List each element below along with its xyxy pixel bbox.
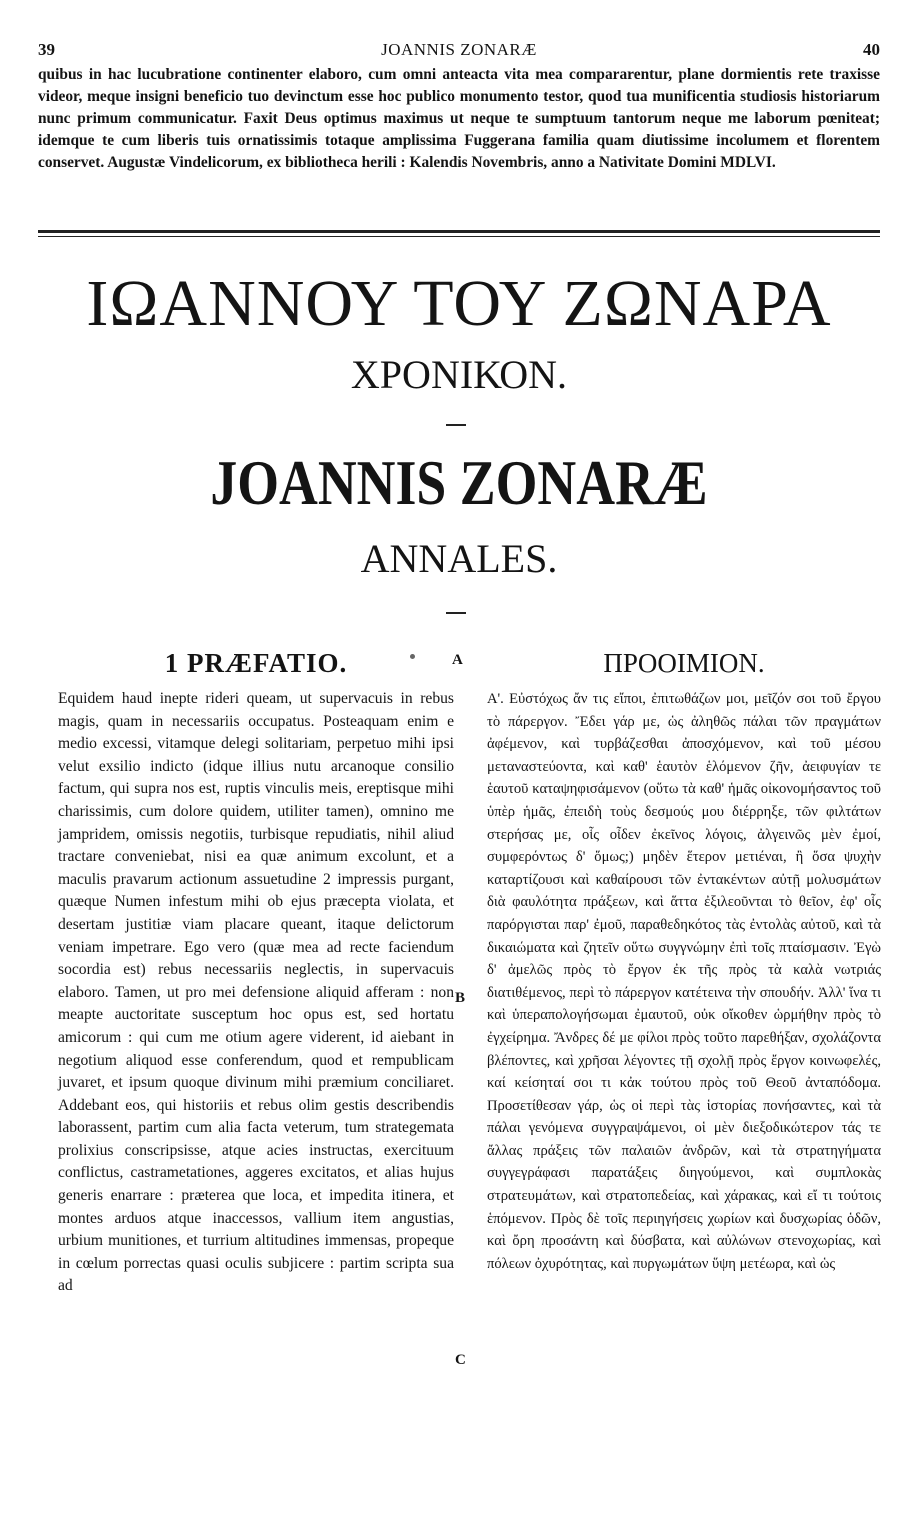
running-title: JOANNIS ZONARÆ bbox=[381, 40, 537, 59]
latin-subtitle: ANNALES. bbox=[360, 536, 558, 581]
margin-letter-b: B bbox=[455, 990, 466, 1006]
latin-section-heading: 1 PRÆFATIO. bbox=[164, 648, 348, 678]
greek-subtitle: ΧΡΟΝΙΚΟΝ. bbox=[350, 352, 568, 397]
margin-letter-a: A bbox=[452, 652, 463, 668]
ornament-dot bbox=[410, 654, 415, 659]
page-header bbox=[38, 40, 880, 62]
subtitle-separator bbox=[446, 612, 466, 614]
margin-letter-c: C bbox=[455, 1352, 466, 1368]
greek-section-heading: ΠΡΟΟΙΜΙΟΝ. bbox=[603, 648, 765, 678]
latin-title: JOANNIS ZONARÆ bbox=[210, 447, 708, 518]
latin-column-text: Equidem haud inepte rideri queam, ut supervacuis in rebus magis, quam in necessariis occupatus. Posteaquam enim e medio excessi, vitamque delegi solitariam, perpetuo mihi ipsi velut exsilio indicto (idque illius nutu arcanoque consilio factum, qui supra nos est, ruptis vinculis meis, ereptisque mihi charissimis, cum dolore quidem, utiliter tamen), omnino me jampridem, omissis negotiis, turbisque repudiatis, nihil aliud tractare conveniebat, nisi ea quæ animum excolunt, et a maculis pravarum actionum assuetudine 2 impressis purgant, quæque Numen infestum mihi ob ejus præcepta violata, et desertam justitiæ viam placare queant, itaque delictorum veniam impetrare. Ego vero (quæ mea ad recte faciendum socordia est) rebus necessariis neglectis, in supervacuis elaboro. Tamen, ut pro mei defensione aliquid afferam : non meapte auctoritate susceptum hoc opus est, sed hortatu amicorum : qui cum me otium agere viderent, id aiebant in negotium aliquod esse conferendum, quod et rempublicam juvaret, et ipsum quoque divinum mihi præmium conciliaret. Addebant eos, qui historiis et rebus olim gestis describendis laborassent, partim cum alia facta veterum, tum strategemata prolixius conscripsisse, atque acies instructas, exercituum conflictus, castrametationes, aggeres excitatos, et alias hujus generis enarrare : præterea que loca, et impedita itinera, et montes arduos atque inaccessos, vallium item angustias, urbium munitiones, et turrium altitudines immensas, propeque in cœlum porrectas quasi oculis subjicere : partim scripta sua ad bbox=[58, 690, 454, 1295]
title-separator bbox=[446, 424, 466, 426]
greek-title: ΙΩΑΝΝΟΥ ΤΟΥ ΖΩΝΑΡΑ bbox=[86, 267, 832, 340]
dedication-closing-paragraph: quibus in hac lucubratione continenter elaboro, cum omni anteacta vita mea compararentur, plane dormientis rete traxisse videor, meque insigni beneficio tuo devinctum esse hoc publico monumento testor, quod tua munificentia studiosis historiarum nunc primum communicatur. Faxit Deus optimus maximus ut neque te sumptuum tantorum neque me laborum pœniteat; idemque te cum liberis tuis ornatissimis totaque amplissima Fuggerana familia quam diutissime incolumem et florentem conservet. Augustæ Vindelicorum, ex bibliotheca herili : Kalendis Novembris, anno a Nativitate Domini MDLVI. bbox=[38, 66, 880, 171]
page-number-right: 40 bbox=[863, 40, 880, 59]
page-number-left: 39 bbox=[38, 40, 55, 59]
greek-column-text: Α'. Εὐστόχως ἄν τις εἴποι, ἐπιτωθάζων μοι, μεῖζόν σοι τοῦ ἔργου τὸ πάρεργον. Ἔδει γάρ με, ὡς ἀληθῶς πάλαι τῶν πραγμάτων ἀφέμενον, καὶ τυρβάζεσθαι ἀποσχόμενον, καὶ τοῦ μέσου μεταναστεύοντα, καὶ καθ' ἑαυτὸν ἑλόμενον ζῆν, ἀειφυγίαν τε ἑαυτοῦ καταψηφισάμενον (οὕτω τὰ καθ' ἡμᾶς οἰκονομήσαντος τοῦ ὑπὲρ ἡμᾶς, ἐπειδὴ τοὺς δεσμούς μου διέρρηξε, τῶν φιλτάτων στερήσας με, οἷς οἶδεν ἐκεῖνος λόγοις, ἀλγεινῶς μὲν ἐμοί, συμφερόντως δ' ὅμως;) μηδὲν ἕτερον μετιέναι, ἢ ὅσα ψυχὴν καταρτίζουσι καὶ καθαίρουσι τῶν ἐντακέντων αὐτῇ μολυσμάτων διὰ φαυλότητα πράξεων, καὶ ἅττα ἐξιλεοῦνται τὸ θεῖον, ἐφ' οἷς παρόργισται παρ' ἐμοῦ, παραθεδηκότος τὰς ἐντολὰς αὐτοῦ, καὶ τὰ δικαιώματα καὶ ζητεῖν οὕτω συγγνώμην ἐπὶ τοῖς πταίσμασιν. Ἐγὼ δ' ἀμελῶς πρὸς τὸ ἔργον ἐκ τῆς πρὸς τὰ καλὰ νωτριάς διατιθέμενος, περὶ τὸ πάρεργον κατέτεινα τὴν σπουδήν. Ἀλλ' ἵνα τι καὶ ὑπεραπολογήσωμαι ἐμαυτοῦ, οὐκ οἴκοθεν ὡρμήθην πρὸς τὸ ἐγχείρημα. Ἄνδρες δέ με φίλοι πρὸς τοῦτο παρεθήξαν, σχολάζοντα βλέποντες, καὶ χρῆσαι λέγοντες τῇ σχολῇ πρὸς ἔργον κοινωφελές, καί κείσηταί σοι τι κἀκ τούτου πρὸς τοῦ Θεοῦ ἀνταπόδομα. Προσετίθεσαν γάρ, ὡς οἱ περὶ τὰς ἱστορίας πονήσαντες, καὶ τὰ πάλαι γενόμενα συγγραψάμενοι, οἱ μὲν διεξοδικώτερον τάς τε ἄλλας πράξεις τῶν παλαιῶν ἀνδρῶν, καὶ τὰ στρατηγήματα συγγεγράφασι παρατάξεις διηγούμενοι, καὶ συμπλοκὰς στρατευμάτων, καὶ στρατοπεδείας, καὶ χάρακας, καὶ εἴ τι τούτοις ἑπόμενον. Πρὸς δὲ τοῖς περιηγήσεις χωρίων καὶ δυσχωρίας ὁδῶν, καὶ ὄρη προσάντη καὶ δύσβατα, καὶ αὐλώνων στενοχωρίας, καὶ πόλεων ὀχυρότητας, καὶ πυργωμάτων ὕψη μετέωρα, καὶ ὡς bbox=[487, 691, 881, 1272]
double-rule-thick bbox=[38, 230, 880, 233]
double-rule-thin bbox=[38, 236, 880, 237]
greek-column bbox=[487, 646, 881, 1275]
latin-column bbox=[58, 646, 454, 1298]
